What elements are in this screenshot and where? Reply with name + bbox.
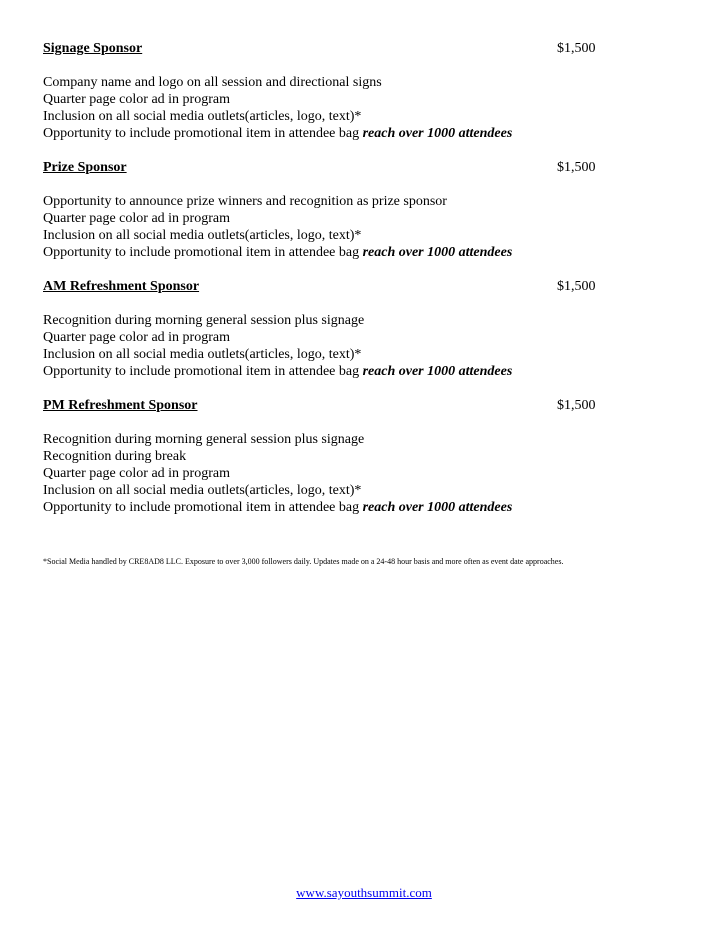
benefit-line: Inclusion on all social media outlets(articles, logo, text)*	[43, 109, 362, 124]
section-header	[43, 397, 703, 414]
sponsorship-list	[43, 40, 703, 533]
benefit-line: Quarter page color ad in program	[43, 330, 230, 345]
sponsor-section-prize	[43, 159, 703, 261]
promo-text: Opportunity to include promotional item in attendee bag	[43, 364, 363, 379]
benefit-line: Quarter page color ad in program	[43, 211, 230, 226]
promo-text: Opportunity to include promotional item in attendee bag	[43, 500, 363, 515]
sponsor-section-signage	[43, 40, 703, 142]
section-price: $1,500	[557, 279, 596, 294]
promo-emphasis: reach over 1000 attendees	[362, 500, 513, 515]
benefit-line: Recognition during morning general session plus signage	[43, 313, 365, 328]
benefit-line: Inclusion on all social media outlets(articles, logo, text)*	[43, 228, 362, 243]
benefit-line: Company name and logo on all session and directional signs	[43, 75, 382, 90]
section-title: AM Refreshment Sponsor	[43, 279, 200, 294]
sponsor-section-am-refreshment	[43, 278, 703, 380]
benefit-line: Quarter page color ad in program	[43, 466, 230, 481]
benefit-line-promo	[43, 363, 703, 380]
promo-text: Opportunity to include promotional item in attendee bag	[43, 126, 363, 141]
section-price: $1,500	[557, 41, 596, 56]
section-title: PM Refreshment Sponsor	[43, 398, 198, 413]
website-link[interactable]: www.sayouthsummit.com	[296, 885, 432, 900]
social-media-footnote: *Social Media handled by CRE8AD8 LLC. Exposure to over 3,000 followers daily. Updates made on a 24-48 hour basis and more often as event date approaches.	[43, 557, 564, 566]
promo-emphasis: reach over 1000 attendees	[362, 364, 513, 379]
benefit-line-promo	[43, 244, 703, 261]
sponsor-section-pm-refreshment	[43, 397, 703, 516]
section-title: Signage Sponsor	[43, 41, 143, 56]
benefit-line-promo	[43, 125, 703, 142]
benefit-line: Inclusion on all social media outlets(articles, logo, text)*	[43, 483, 362, 498]
benefit-line: Opportunity to announce prize winners and recognition as prize sponsor	[43, 194, 447, 209]
promo-emphasis: reach over 1000 attendees	[362, 126, 513, 141]
section-price: $1,500	[557, 398, 596, 413]
section-header	[43, 278, 703, 295]
benefit-line: Quarter page color ad in program	[43, 92, 230, 107]
promo-emphasis: reach over 1000 attendees	[362, 245, 513, 260]
section-price: $1,500	[557, 160, 596, 175]
section-header	[43, 40, 703, 57]
benefit-line-promo	[43, 499, 703, 516]
section-title: Prize Sponsor	[43, 160, 127, 175]
promo-text: Opportunity to include promotional item in attendee bag	[43, 245, 363, 260]
benefit-line: Inclusion on all social media outlets(articles, logo, text)*	[43, 347, 362, 362]
section-header	[43, 159, 703, 176]
benefit-line: Recognition during morning general session plus signage	[43, 432, 365, 447]
benefit-line: Recognition during break	[43, 449, 187, 464]
